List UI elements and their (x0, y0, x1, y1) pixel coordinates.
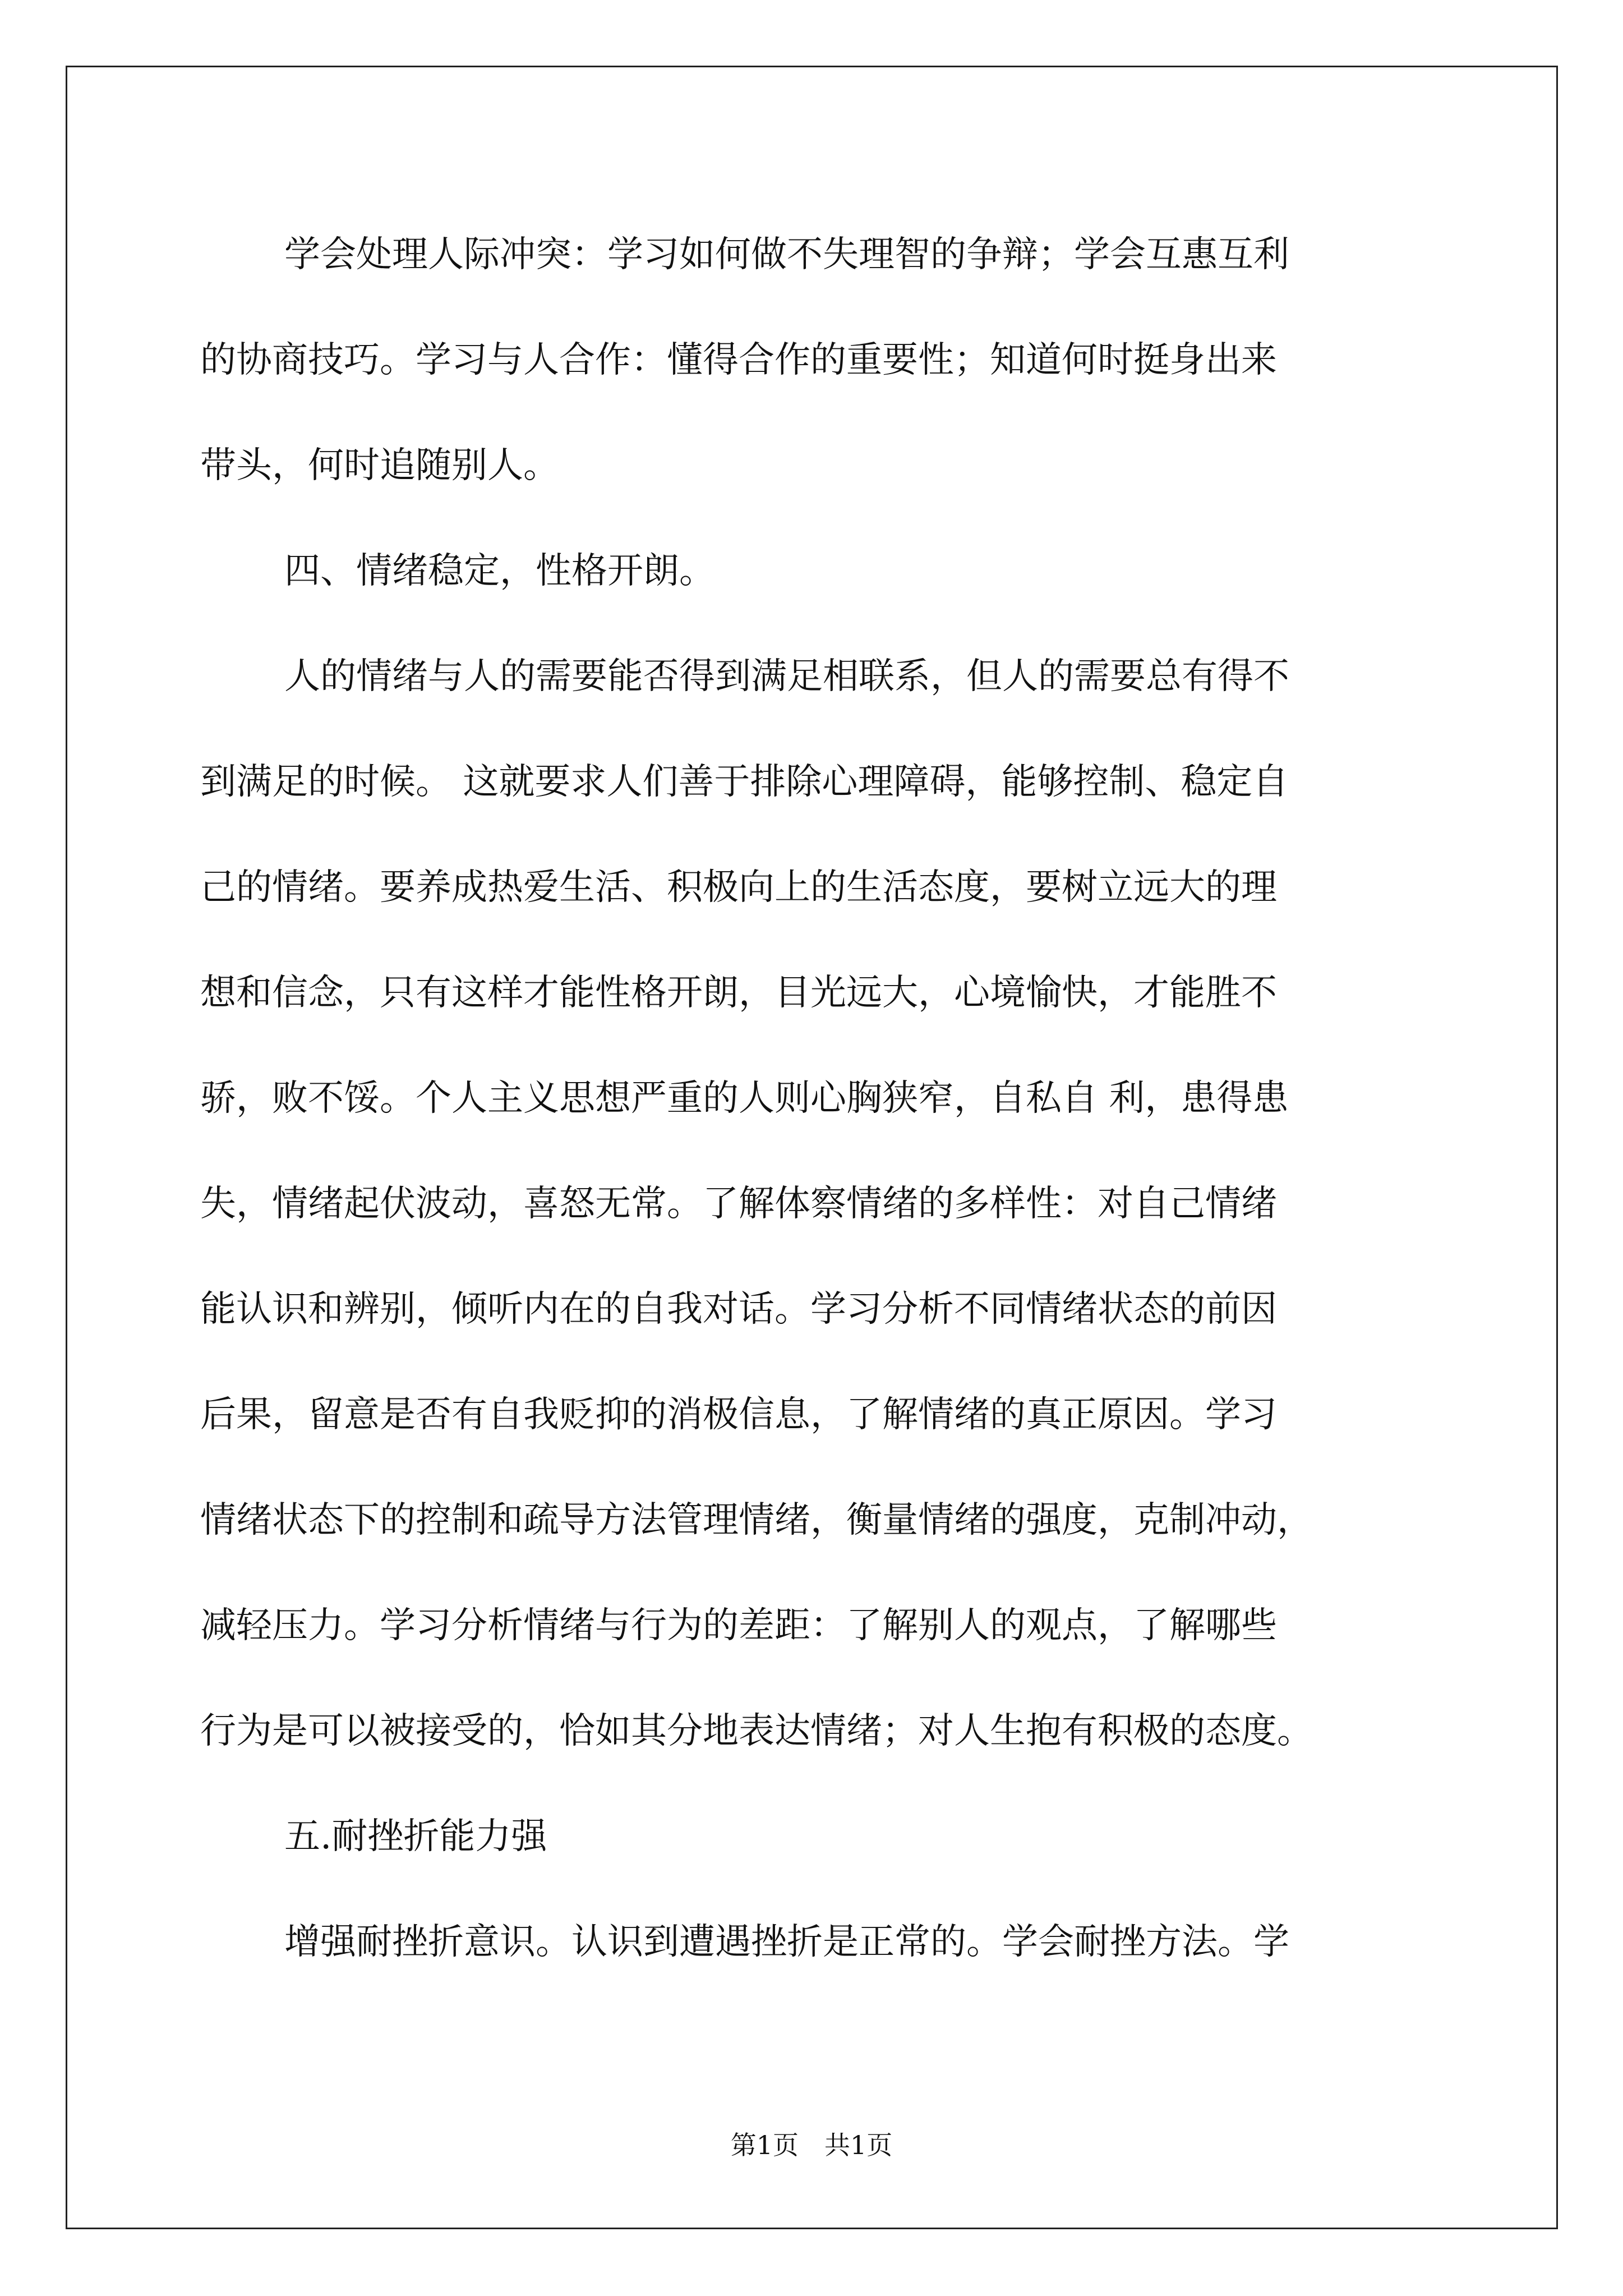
document-body (200, 202, 1434, 1995)
section-heading: 五.耐挫折能力强 (284, 1816, 547, 1857)
text-line: 后果，留意是否有自我贬抑的消极信息，了解情绪的真正原因。学习 (200, 1394, 1277, 1435)
text-line: 的协商技巧。学习与人合作：懂得合作的重要性；知道何时挺身出来 (200, 339, 1277, 381)
text-line: 学会处理人际冲突：学习如何做不失理智的争辩；学会互惠互利 (284, 234, 1289, 275)
text-line: 带头，何时追随别人。 (200, 445, 559, 486)
page-number-footer: 第1页 共1页 (730, 2130, 893, 2160)
section-heading: 四、情绪稳定，性格开朗。 (284, 550, 715, 592)
text-line: 减轻压力。学习分析情绪与行为的差距：了解别人的观点，了解哪些 (200, 1605, 1277, 1646)
text-line: 能认识和辨别，倾听内在的自我对话。学习分析不同情绪状态的前因 (200, 1289, 1277, 1330)
text-line: 失，情绪起伏波动，喜怒无常。了解体察情绪的多样性：对自己情绪 (200, 1183, 1277, 1225)
text-line: 情绪状态下的控制和疏导方法管理情绪，衡量情绪的强度，克制冲动， (200, 1499, 1313, 1541)
text-line: 人的情绪与人的需要能否得到满足相联系，但人的需要总有得不 (284, 656, 1289, 697)
text-line: 己的情绪。要养成热爱生活、积极向上的生活态度，要树立远大的理 (200, 867, 1277, 908)
text-line: 到满足的时候。 这就要求人们善于排除心理障碍，能够控制、稳定自 (200, 761, 1289, 803)
text-line: 想和信念，只有这样才能性格开朗，目光远大，心境愉快，才能胜不 (200, 972, 1277, 1014)
text-line: 骄，败不馁。个人主义思想严重的人则心胸狭窄，自私自 利，患得患 (200, 1078, 1289, 1119)
text-line: 增强耐挫折意识。认识到遭遇挫折是正常的。学会耐挫方法。学 (284, 1921, 1289, 1963)
text-line: 行为是可以被接受的，恰如其分地表达情绪；对人生抱有积极的态度。 (200, 1710, 1313, 1752)
